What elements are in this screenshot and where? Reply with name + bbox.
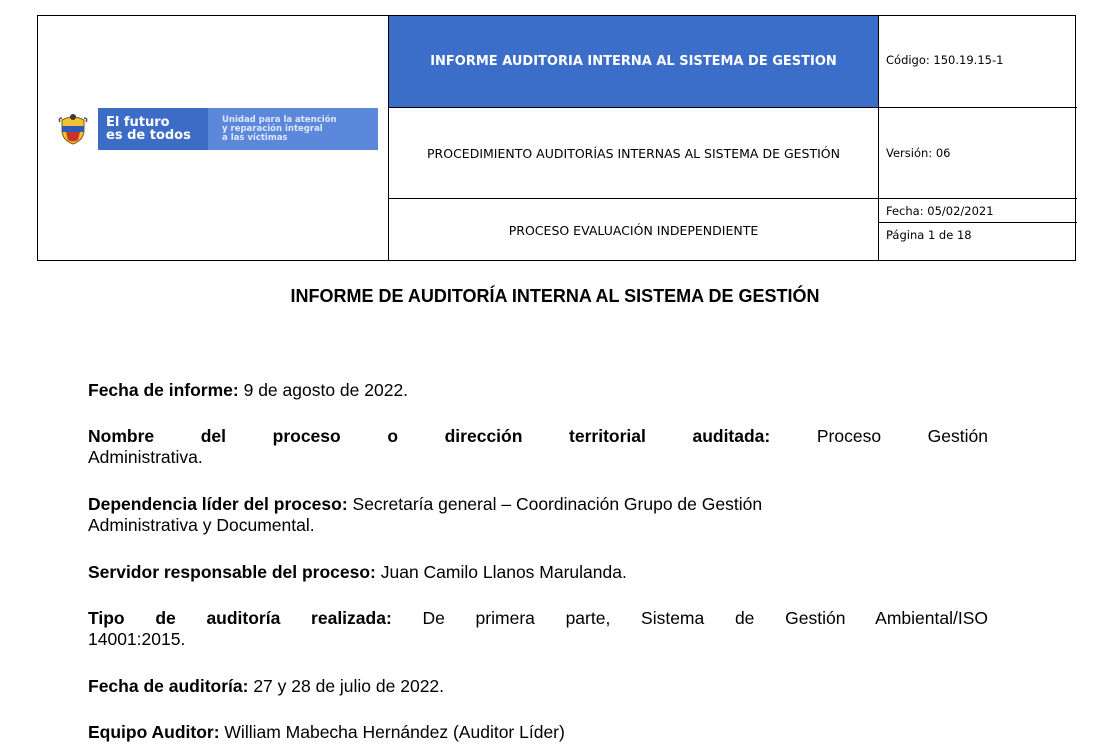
field-process-name	[88, 426, 988, 468]
field-audit-date	[88, 676, 988, 697]
header-page: Página 1 de 18	[886, 228, 972, 242]
field-label: Tipo de auditoría realizada:	[88, 608, 392, 628]
logo-unit-name	[208, 108, 378, 150]
field-value: 27 y 28 de julio de 2022.	[248, 676, 445, 696]
header-title: INFORME AUDITORIA INTERNA AL SISTEMA DE GESTION	[430, 54, 837, 69]
header-title-cell	[389, 16, 878, 107]
field-audit-team	[88, 722, 988, 743]
field-value: De primera parte, Sistema de Gestión Ambiental/ISO	[391, 608, 988, 628]
field-value-continued: Administrativa.	[88, 447, 203, 467]
logo-slogan-line: es de todos	[106, 128, 191, 143]
field-value: Secretaría general – Coordinación Grupo de Gestión	[347, 494, 763, 514]
logo-unit-line: y reparación integral	[222, 123, 323, 134]
logo-slogan-line: El futuro	[106, 115, 170, 130]
field-value: Proceso Gestión	[816, 426, 988, 446]
field-label: Nombre del proceso o dirección territorial auditada:	[88, 426, 771, 446]
field-line	[88, 426, 988, 447]
field-value-continued: Administrativa y Documental.	[88, 515, 315, 535]
header-date: Fecha: 05/02/2021	[886, 204, 994, 218]
field-value: 9 de agosto de 2022.	[238, 380, 409, 400]
field-label: Dependencia líder del proceso:	[88, 494, 348, 514]
field-label: Equipo Auditor:	[88, 722, 220, 742]
field-line	[88, 494, 988, 515]
entity-logo	[48, 108, 378, 150]
logo-unit-line: a las víctimas	[222, 132, 288, 143]
header-version: Versión: 06	[886, 146, 951, 160]
header-code: Código: 150.19.15-1	[886, 53, 1004, 67]
field-label: Fecha de auditoría:	[88, 676, 249, 696]
header-process: PROCESO EVALUACIÓN INDEPENDIENTE	[508, 223, 759, 238]
header-procedure: PROCEDIMIENTO AUDITORÍAS INTERNAS AL SISTEMA DE GESTIÓN	[427, 145, 840, 161]
field-value: William Mabecha Hernández (Auditor Líder)	[219, 722, 565, 742]
field-report-date	[88, 380, 988, 401]
coat-of-arms-icon	[48, 108, 98, 150]
document-header-table	[37, 15, 1076, 261]
field-label: Servidor responsable del proceso:	[88, 562, 376, 582]
table-divider	[878, 16, 879, 260]
field-audit-type	[88, 608, 988, 650]
document-title: INFORME DE AUDITORÍA INTERNA AL SISTEMA DE GESTIÓN	[290, 286, 820, 306]
field-lead-unit	[88, 494, 988, 536]
field-responsible	[88, 562, 988, 583]
logo-unit-line: Unidad para la atención	[222, 114, 337, 125]
field-label: Fecha de informe:	[88, 380, 239, 400]
table-divider	[878, 222, 1077, 223]
logo-slogan	[98, 108, 208, 150]
field-line	[88, 608, 988, 629]
field-value: Juan Camilo Llanos Marulanda.	[375, 562, 627, 582]
field-value-continued: 14001:2015.	[88, 629, 186, 649]
